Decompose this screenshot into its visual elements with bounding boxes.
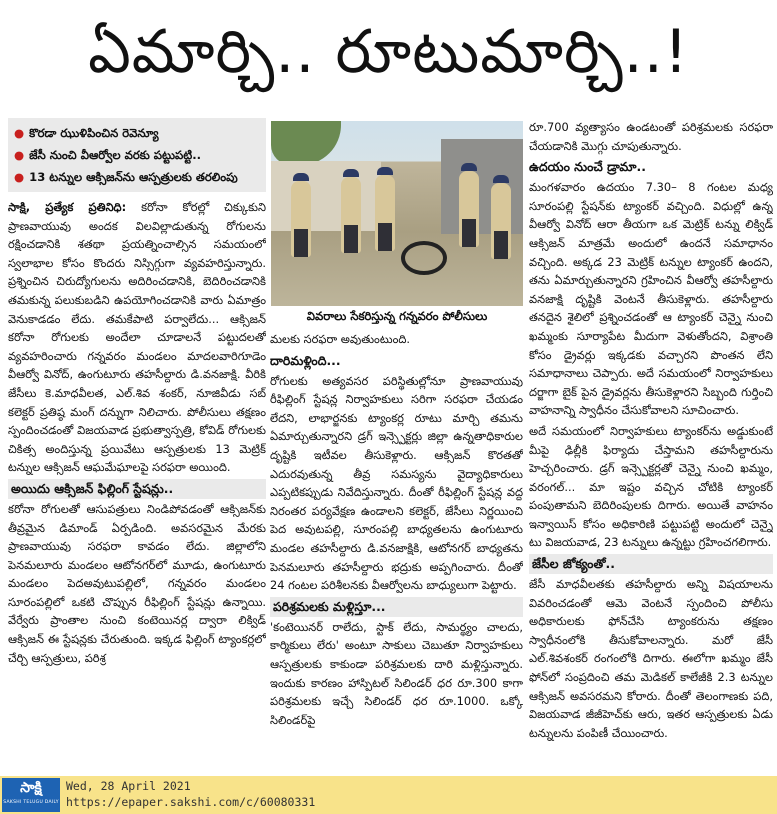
dateline: సాక్షి, ప్రత్యేక ప్రతినిధి: [8,200,127,214]
highlight-text: జేసీ నుంచి వీఆర్వోల వరకు పట్టుపట్టి.. [29,148,202,162]
sakshi-logo [2,778,60,812]
highlight-item [14,166,260,188]
subheading: జేసీల జోక్యంతో.. [529,554,773,574]
paragraph: రోగులకు అత్యవసర పరిస్థితుల్లోనూ ప్రాణవాయువు రీఫిల్లింగ్ స్టేషన్ల నిర్వాహకులు సరిగా సరఫరా చేయడం లేదని, లాభార్జనకు ట్యాంకర్ల రూటు మార్చి తమను ఏమార్చుతున్నారని డ్రగ్ ఇన్స్పెక్టర్లు జిల్లా ఉన్నతాధికారుల దృష్టికి ఇటీవల తీసుకెళ్లారు. ఆక్సిజన్ కొరతతో ఎదురవుతున్న తీవ్ర సమస్యను వైద్యాధికారులు ఎప్పటికప్పుడు నివేదిస్తున్నారు. దీంతో రీఫిల్లింగ్ స్టేషన్ల వద్ద నిరంతర పర్యవేక్షణ ఉండాలని కలెక్టర్, జేసీలు నిర్ణయించి పెద అవుటపల్లి, సూరంపల్లి బాధ్యతలను ఉంగుటూరు మండల తహసీల్దారు డి.వనజాక్షికి, ఆటోనగర్ బాధ్యతను పెనమలూరు తహసీల్దారు భద్రుకు అప్పగించారు. దీంతో 24 గంటల పరిశీలనకు వీఆర్వోలను బాధ్యులుగా పెట్టారు. [270,373,523,593]
logo-subtext: SAKSHI TELUGU DAILY [3,800,59,805]
bullet-icon: ● [14,148,25,162]
subheading: దారిమళ్లింది... [270,352,341,368]
paragraph: కరోనా రోగులతో ఆసుపత్రులు నిండిపోవడంతో ఆక్సిజన్‌కు తీవ్రమైన డిమాండ్ ఏర్పడింది. అవసరమైన మేరకు ప్రాణవాయువు సరఫరా కావడం లేదు. జిల్లాలోని పెనమలూరు మండలం ఆటోనగర్‌లో మూడు, ఉంగుటూరు మండలం పెదఅవుటుపల్లిలో, గన్నవరం మండలం సూరంపల్లిలో ఒకటి చొప్పున రీఫిల్లింగ్ స్టేషన్లు ఉన్నాయి. వేర్వేరు ప్రాంతాల నుంచి కంటెయినర్ల ద్వారా లిక్విడ్ ఆక్సిజన్ ఈ స్టేషన్లకు చేరుతుంది. ఇక్కడ ఫిల్లింగ్ ట్యాంకర్లలో చేర్చి ఆస్పత్రులు, పరిశ్ర [8,501,266,665]
highlight-item [14,122,260,144]
paragraph: మంగళవారం ఉదయం 7.30– 8 గంటల మధ్య సూరంపల్లి స్టేషన్‌కు ట్యాంకర్ వచ్చింది. విధుల్లో ఉన్న వీఆర్వో వినోద్ ఆరా తీయగా ఒక మెట్రిక్ టన్ను లిక్విడ్ ఆక్సిజన్ మాత్రమే అందులో ఉందనే సమాధానం వచ్చింది. అక్కడ 23 మెట్రిక్ టన్నుల ట్యాంకర్ ఉందని, తను ఏమార్చుతున్నారని గ్రహించిన వీఆర్వో తహసీల్దారు వనజాక్షి దృష్టికి వెంటనే తీసుకెళ్లారు. తహసీల్దారు తనదైన శైలిలో ప్రశ్నించడంతో ఆ ట్యాంకర్ చెన్నై నుంచి ఖమ్మంకు సూర్యాపేట మీదుగా వెళుతోందని, విశ్రాంతి కోసం డ్రైవర్లు ఇక్కడకు వచ్చారని పొంతన లేని సమాధానాలు చెప్పారు. అదే సమయంలో నిర్వాహకులు దర్జాగా బైక్‌ పైన డ్రైవర్లను తీసుకెళ్లారని సిబ్బంది గుర్తించి వాహనాన్ని స్వాధీనం చేసుకోవాలని సూచించారు. [529,180,773,418]
motorbike [401,241,447,275]
highlights-box [8,118,266,192]
paragraph: అదే సమయంలో నిర్వాహకులు ట్యాంకర్‌ను అడ్డుకుంటే మీపై ఢిల్లీకి ఫిర్యాదు చేస్తామని తహసీల్దారును హెచ్చరించారు. డ్రగ్ ఇన్స్పెక్టర్లతో చెన్నై నుంచి ఖమ్మం, వరంగల్... మా ఇష్టం వచ్చిన చోటికి ట్యాంకర్ పంపుతామని బెదిరింపులకు దిగారు. అయితే వాహనం ఇన్వాయిస్ కోసం అధికారిణి పట్టుపట్టి అందులో చెన్నై టు విజయవాడ, 23 టన్నులు ఉన్నట్టు గ్రహించగలిగారు. [529,423,773,550]
police-figure [375,175,395,251]
police-figure [491,183,511,259]
lead-text: కరోనా కోరల్లో చిక్కుకుని ప్రాణవాయువు అందక విలవిల్లాడుతున్న రోగులను రక్షించడానికి శతథా ప్రయత్నించాల్సిన సమయంలో స్వలాభాల కోసం కొందరు నిస్సిగ్గుగా వ్యవహరిస్తున్నారు. ప్రశ్నించిన చిరుద్యోగులను అదిరించడానికి, బెదిరించడానికి తమకున్న పలుకుబడిని ఉపయోగించడానికి వారు ఏమాత్రం వెనుకాడడం లేదు. తమకేపాటి పర్వాలేదు... ఆక్సిజన్ కరోనా రోగులకు అందేలా చూడాలనే పట్టుదలతో వ్యవహరించారు గన్నవరం మండలం మాదలవారిగూడెం వీఆర్వో వినోద్, ఉంగుటూరు తహసీల్దారు డి.వనజాక్షి. వీరికి జేసీలు కె.మాధవీలత, ఎల్.శివ శంకర్, నూజివీడు సబ్ కలెక్టర్ ప్రతిష్ఠ మంగ్‌ దన్నుగా నిలిచారు. పోలీసులు తక్షణం స్పందించడంతో విజయవాడ ప్రభుత్వాస్పత్రి, కోవిడ్ రోగులకు చికిత్స అందిస్తున్న ప్రయివేటు ఆస్పత్రులకు 13 మెట్రిక్ టన్నుల ఆక్సిజన్ ఆఘమేఘాలపై సరఫరా అయింది. [8,200,266,475]
subheading: పరిశ్రమలకు మళ్లిస్తూ... [270,597,523,617]
highlight-text: కొరడా ఝుళిపించిన రెవెన్యూ [29,126,159,140]
footer-bar [0,776,777,814]
paragraph: రూ.700 వ్యత్యాసం ఉండటంతో పరిశ్రమలకు సరఫరా చేయడానికి మొగ్గు చూపుతున్నారు. [529,120,773,153]
subheading: ఉదయం నుంచే డ్రామా.. [529,159,646,175]
headline: ఏమార్చి.. రూటుమార్చి..! [88,17,689,87]
highlight-text: 13 టన్నుల ఆక్సిజన్‌ను ఆస్పత్రులకు తరలింపు [29,170,238,184]
highlight-item [14,144,260,166]
footer-url[interactable]: https://epaper.sakshi.com/c/60080331 [66,795,316,809]
bullet-icon: ● [14,170,25,184]
right-column [529,118,773,773]
police-figure [459,171,479,247]
police-figure [341,177,361,253]
logo-text: సాక్షి [20,780,42,796]
middle-column [270,330,523,773]
subheading: అయిదు ఆక్సిజన్‌ ఫిల్లింగ్‌ స్టేషన్లు.. [8,479,266,499]
news-photo [271,121,523,306]
police-figure [291,181,311,257]
lead-paragraph [8,198,266,477]
footer-date: Wed, 28 April 2021 [66,779,191,793]
photo-caption: వివరాలు సేకరిస్తున్న గన్నవరం పోలీసులు [271,306,523,326]
left-column [8,118,266,773]
paragraph: జేసీ మాధవీలతకు తహసీల్దారు అన్ని విషయాలను వివరించడంతో ఆమె వెంటనే స్పందించి పోలీసు అధికారులకు ఫోన్‌చేసి ట్యాంకరును తక్షణం స్వాధీనంలోకి తీసుకోవాలన్నారు. మరో జేసీ ఎల్.శివశంకర్ రంగంలోకి దిగారు. ఈలోగా ఖమ్మం జేసీ ఫోన్‌లో సంప్రదించి తమ మెడికల్ కాలేజీకి 2.3 టన్నుల ఆక్సిజన్ అవసరమని కోరారు. దీంతో తెలంగాణకు పది, విజయవాడ జీజీహెచ్‌కు ఆరు, ఇతర ఆస్పత్రులకు ఏడు టన్నులను పంపిణీ చేయించారు. [529,577,773,740]
paragraph: మలకు సరఫరా అవుతుంటుంది. [270,332,411,346]
photo-tree [271,121,341,165]
photo-wall [271,161,381,231]
bullet-icon: ● [14,126,25,140]
paragraph: 'కంటెయినర్ రాలేదు, స్టాక్ లేదు, సామర్థ్యం చాలదు, కార్మికులు లేరు' అంటూ సాకులు చెబుతూ నిర్వాహకులు ఆస్పత్రులకు కాకుండా పరిశ్రమలకు దారి మళ్లిస్తున్నారు. ఇందుకు కారణం హాస్పిటల్ సిలిండర్ ధర రూ.300 కాగా పరిశ్రమలకు ఇచ్చే సిలిండర్ ధర రూ.1000. ఒక్కో సిలిండర్‌పై [270,619,523,727]
